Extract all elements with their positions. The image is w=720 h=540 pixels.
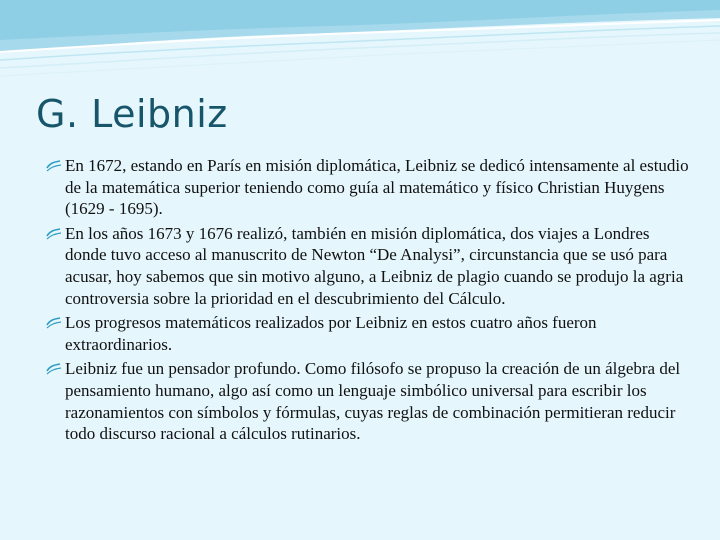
wavy-bullet-icon	[46, 316, 62, 330]
bullet-item	[46, 358, 694, 444]
bullet-item	[46, 223, 694, 309]
wavy-bullet-icon	[46, 227, 62, 241]
wavy-bullet-icon	[46, 159, 62, 173]
decorative-wave-band	[0, 0, 720, 90]
bullet-text: Los progresos matemáticos realizados por Leibniz en estos cuatro años fueron extraordinarios.	[65, 313, 597, 354]
bullet-list	[46, 155, 694, 445]
bullet-item	[46, 312, 694, 355]
slide-title: G. Leibniz	[36, 92, 228, 136]
bullet-text: Leibniz fue un pensador profundo. Como filósofo se propuso la creación de un álgebra del pensamiento humano, algo así como un lenguaje simbólico universal para escribir los razonamientos con símbolos y fórmulas, cuyas reglas de combinación permitieran reducir todo discurso racional a cálculos rutinarios.	[65, 359, 681, 444]
bullet-text: En 1672, estando en París en misión diplomática, Leibniz se dedicó intensamente al estudio de la matemática superior teniendo como guía al matemático y físico Christian Huygens (1629 - 1695).	[65, 156, 689, 219]
bullet-text: En los años 1673 y 1676 realizó, también en misión diplomática, dos viajes a Londres donde tuvo acceso al manuscrito de Newton “De Analysi”, circunstancia que se usó para acusar, hoy sabemos que sin motivo alguno, a Leibniz de plagio cuando se produjo la agria controversia sobre la prioridad en el descubrimiento del Cálculo.	[65, 223, 684, 308]
bullet-item	[46, 155, 694, 220]
wavy-bullet-icon	[46, 362, 62, 376]
